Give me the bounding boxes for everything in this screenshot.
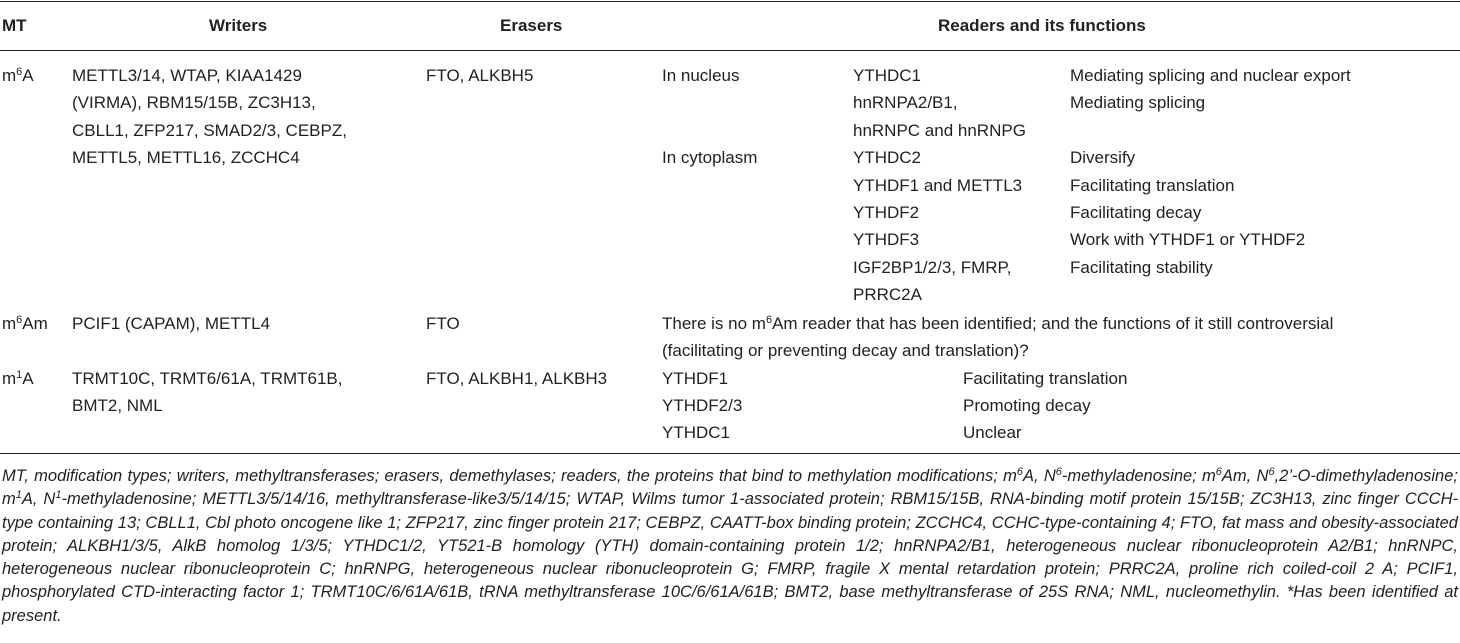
readers-m6am-line2: (facilitating or preventing decay and translation)? xyxy=(662,341,1029,360)
mt-m6am: $m^6Am$ xyxy=(2,314,48,333)
reader-name: YTHDC2 xyxy=(853,148,922,167)
writers-m6a-line: METTL5, METTL16, ZCCHC4 xyxy=(72,148,300,167)
reader-name: YTHDC1 xyxy=(853,66,922,85)
reader-name: PRRC2A xyxy=(853,285,922,304)
erasers-m6am: FTO xyxy=(426,314,460,333)
erasers-m1a: FTO, ALKBH1, ALKBH3 xyxy=(426,369,608,388)
reader-function: Unclear xyxy=(963,423,1022,442)
erasers-m6a: FTO, ALKBH5 xyxy=(426,66,534,85)
reader-name: YTHDF1 and METTL3 xyxy=(853,176,1023,195)
readers-m6am-line1: There is no $m^6Am$ reader that has been identified; and the functions of it still controversial xyxy=(662,314,1334,333)
header-readers: Readers and its functions xyxy=(938,16,1146,35)
table-bottom-rule xyxy=(0,453,1460,454)
writers-m1a-line: BMT2, NML xyxy=(72,396,163,415)
reader-name: hnRNPC and hnRNPG xyxy=(853,121,1026,140)
writers-m6a-line: (VIRMA), RBM15/15B, ZC3H13, xyxy=(72,93,316,112)
writers-m6a-line: METTL3/14, WTAP, KIAA1429 xyxy=(72,66,302,85)
reader-name: YTHDF2 xyxy=(853,203,920,222)
table-footnote: MT, modification types; writers, methyltransferases; erasers, demethylases; readers, the proteins that bind to methylation modifications; $m^6A$, $N^6$-methyladenosine; $m^6Am$, $N^6,2’-O$-dimethyladenosine; $m^1A$, $N^1$-methyladenosine; METTL3/5/14/16, methyltransferase-like3/5/14/15; WTAP, Wilms tumor 1-associated protein; RBM15/15B, RNA-binding motif protein 15/15B; ZC3H13, zinc finger CCCH-type containing 13; CBLL1, Cbl photo oncogene like 1; ZFP217, zinc finger protein 217; CEBPZ, CAATT-box binding protein; ZCCHC4, CCHC-type-containing 4; FTO, fat mass and obesity-associated protein; ALKBH1/3/5, AlkB homolog 1/3/5; YTHDC1/2, YT521-B homology (YTH) domain-containing protein 1/2; hnRNPA2/B1, heterogeneous nuclear ribonucleoprotein A2/B1; hnRNPC, heterogeneous nuclear ribonucleoprotein C; hnRNPG, heterogeneous nuclear ribonucleoprotein G; FMRP, fragile X mental retardation protein; PRRC2A, proline rich coiled-coil 2 A; PCIF1, phosphorylated CTD-interacting factor 1; TRMT10C/6/61A/61B, tRNA methyltransferase 10C/6/61A/61B; BMT2, base methyltransferase of 25S RNA; NML, nucleomethylin. *Has been identified at present. xyxy=(2,466,1458,625)
header-erasers: Erasers xyxy=(500,16,563,35)
reader-function: Facilitating translation xyxy=(1070,176,1235,195)
location-nucleus: In nucleus xyxy=(662,66,740,85)
writers-m6a-line: CBLL1, ZFP217, SMAD2/3, CEBPZ, xyxy=(72,121,347,140)
reader-function: Facilitating translation xyxy=(963,369,1128,388)
reader-name: hnRNPA2/B1, xyxy=(853,93,958,112)
reader-name: YTHDF1 xyxy=(662,369,729,388)
header-writers: Writers xyxy=(209,16,268,35)
reader-function: Work with YTHDF1 or YTHDF2 xyxy=(1070,230,1306,249)
table-top-rule xyxy=(0,1,1460,2)
reader-function: Diversify xyxy=(1070,148,1136,167)
reader-function: Facilitating decay xyxy=(1070,203,1202,222)
writers-m6am: PCIF1 (CAPAM), METTL4 xyxy=(72,314,271,333)
reader-name: YTHDF3 xyxy=(853,230,920,249)
reader-function: Mediating splicing xyxy=(1070,93,1206,112)
reader-function: Mediating splicing and nuclear export xyxy=(1070,66,1351,85)
mt-m6a: $m^6A$ xyxy=(2,66,34,85)
reader-function: Promoting decay xyxy=(963,396,1091,415)
reader-name: YTHDC1 xyxy=(662,423,731,442)
location-cytoplasm: In cytoplasm xyxy=(662,148,758,167)
reader-name: YTHDF2/3 xyxy=(662,396,743,415)
header-mt: MT xyxy=(2,16,27,35)
reader-function: Facilitating stability xyxy=(1070,258,1213,277)
header-rule xyxy=(0,50,1460,51)
mt-m1a: $m^1A$ xyxy=(2,369,34,388)
writers-m1a-line: TRMT10C, TRMT6/61A, TRMT61B, xyxy=(72,369,343,388)
reader-name: IGF2BP1/2/3, FMRP, xyxy=(853,258,1012,277)
